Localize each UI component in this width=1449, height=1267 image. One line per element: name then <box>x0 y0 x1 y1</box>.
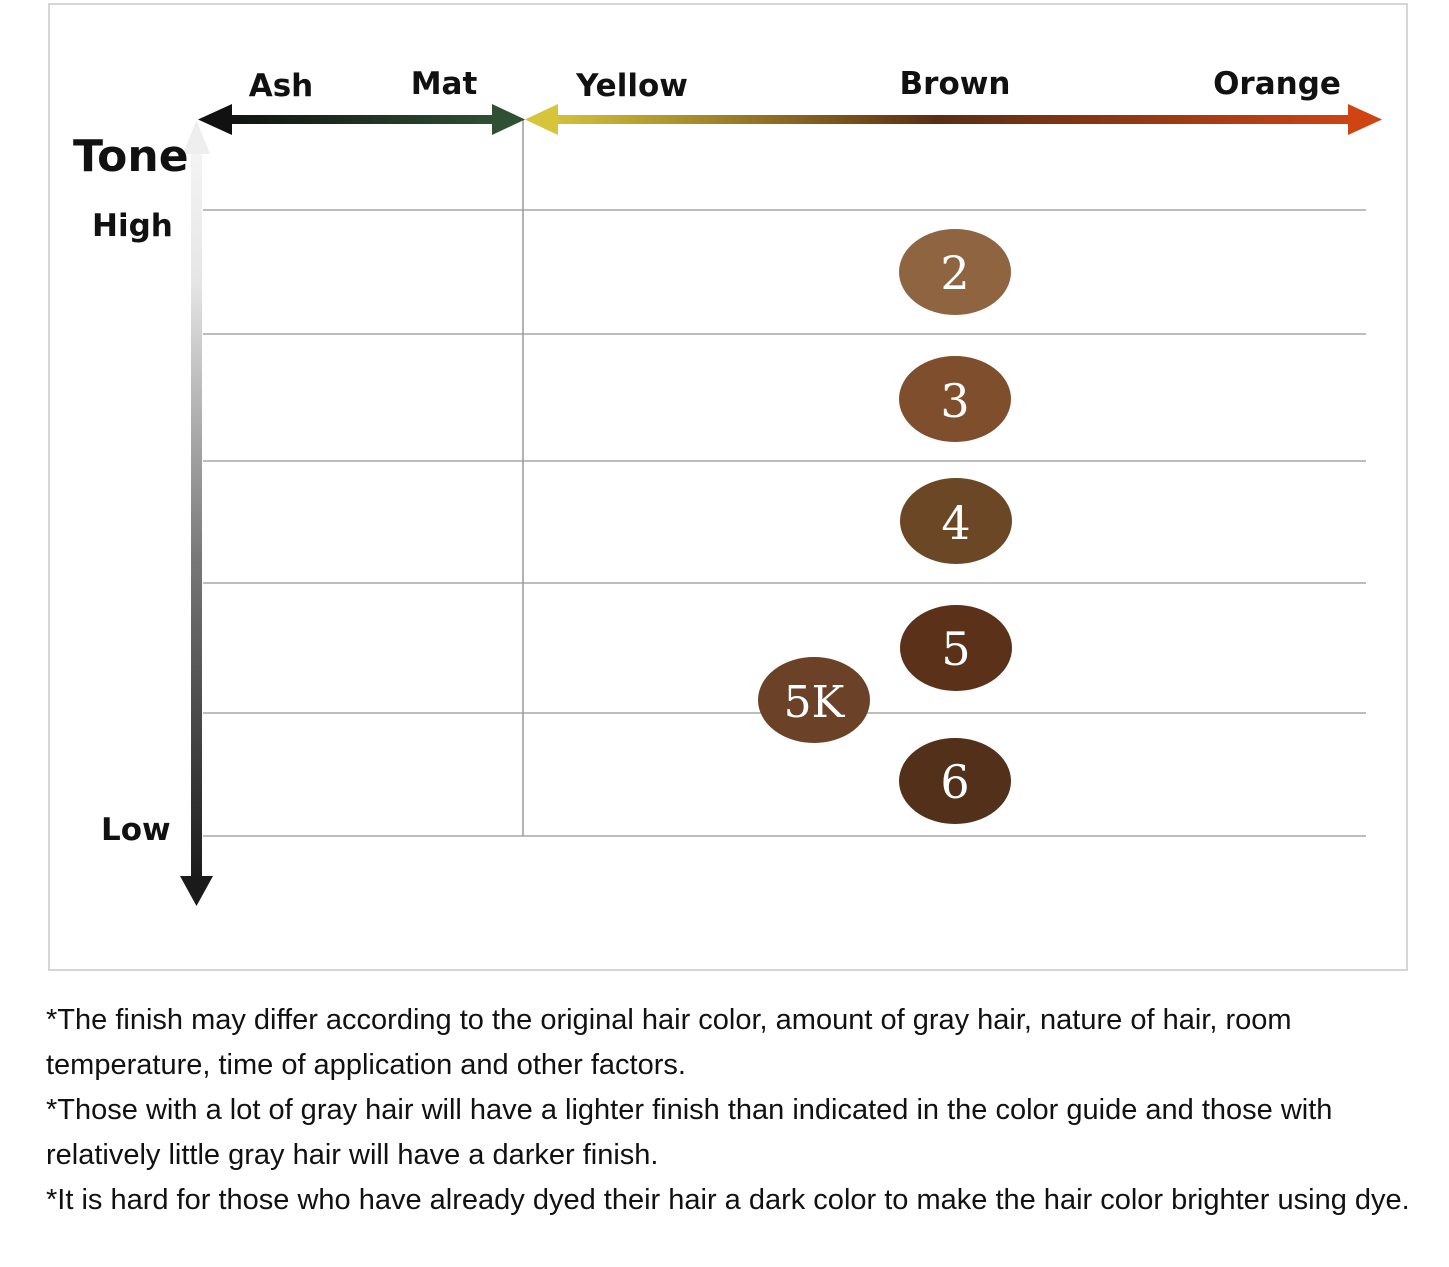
note-dark-dye: *It is hard for those who have already dyed their hair a dark color to make the hair color brighter using dye. <box>46 1184 1410 1216</box>
shade-label: 3 <box>940 374 970 428</box>
hue-label-yellow: Yellow <box>576 68 688 104</box>
shade-marker-3 <box>900 357 1010 441</box>
note-finish-variation: *The finish may differ according to the original hair color, amount of gray hair, nature of hair, room temperature, time of application and other factors. <box>46 1004 1292 1081</box>
shade-marker-5 <box>901 606 1011 690</box>
shade-label: 5K <box>783 677 845 728</box>
tone-axis-title: Tone <box>73 131 189 182</box>
tone-low-label: Low <box>101 812 171 848</box>
shade-label: 2 <box>940 246 970 300</box>
hue-label-mat: Mat <box>410 66 478 102</box>
shade-label: 6 <box>940 755 970 809</box>
hue-label-orange: Orange <box>1213 66 1341 102</box>
tone-high-label: High <box>92 208 173 244</box>
shade-marker-5k <box>759 658 869 742</box>
hue-axis-warm-arrow <box>525 104 1382 135</box>
shade-label: 4 <box>941 496 971 550</box>
shade-marker-2 <box>900 230 1010 314</box>
note-gray-hair: *Those with a lot of gray hair will have a lighter finish than indicated in the color guide and those with relatively little gray hair will have a darker finish. <box>46 1094 1333 1171</box>
shade-marker-6 <box>900 739 1010 823</box>
tone-axis-arrow <box>180 120 213 906</box>
shade-marker-4 <box>901 479 1011 563</box>
hue-label-brown: Brown <box>899 66 1011 102</box>
hue-label-ash: Ash <box>248 68 314 104</box>
disclaimer-notes <box>46 998 1436 1223</box>
shade-label: 5 <box>941 622 971 676</box>
hue-axis-cool-arrow <box>198 104 525 135</box>
